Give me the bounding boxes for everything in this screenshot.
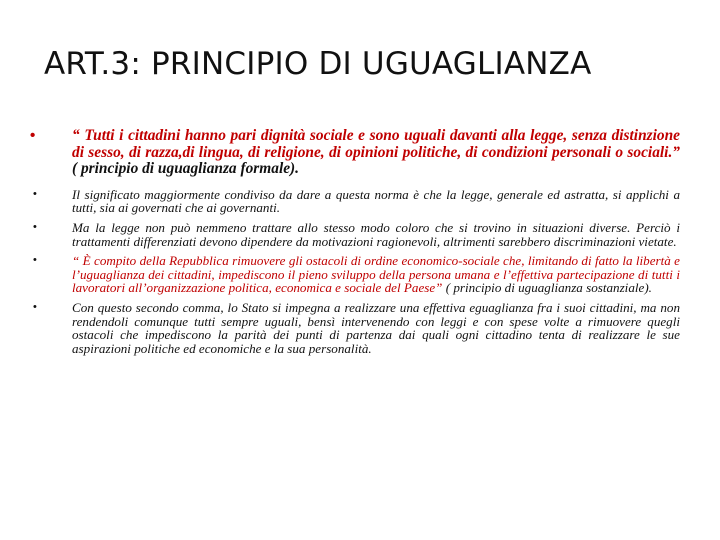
principle-note: ( principio di uguaglianza sostanziale). [442,280,652,296]
bullet-icon: • [30,127,36,144]
bullet-icon: • [33,254,37,267]
list-item [30,128,680,178]
bullet-icon: • [33,187,37,200]
constitution-quote: “ Tutti i cittadini hanno pari dignità sociale e sono uguali davanti alla legge, senza distinzione di sesso, di razza,di lingua, di religione, di opinioni politiche, di condizioni personali o sociali.” [72,127,680,161]
list-item [30,188,680,215]
slide-title: ART.3: PRINCIPIO DI UGUAGLIANZA [44,46,592,82]
list-item [30,301,680,355]
principle-note: ( principio di uguaglianza formale). [72,160,300,178]
bullet-icon: • [33,300,37,313]
paragraph-text: Ma la legge non può nemmeno trattare allo stesso modo coloro che si trovino in situazioni diverse. Perciò i trattamenti differenziati devono dipendere da motivazioni ragionevoli, altrimenti sarebbero discriminazioni vietate. [72,219,680,249]
paragraph-text: Con questo secondo comma, lo Stato si impegna a realizzare una effettiva eguaglianza fra i suoi cittadini, ma non rendendoli comunque tutti sempre uguali, bensì intervenendo con leggi e con spese volte a rimuovere quegli ostacoli che impediscono la parità dei punti di partenza dai quali ogni cittadino tenta di realizzare le sue aspirazioni politiche ed economiche e la sua personalità. [72,299,680,356]
bullet-list [30,128,680,361]
constitution-quote: “ È compito della Repubblica rimuovere gli ostacoli di ordine economico-sociale che, limitando di fatto la libertà e l’uguaglianza dei cittadini, impediscono il pieno sviluppo della persona umana e l’effettiva partecipazione di tutti i lavoratori all’organizzazione politica, economica e sociale del Paese” [72,253,680,296]
list-item [30,254,680,295]
bullet-icon: • [33,220,37,233]
list-item [30,221,680,248]
paragraph-text: Il significato maggiormente condiviso da dare a questa norma è che la legge, generale ed astratta, si applichi a tutti, sia ai governati che ai governanti. [72,186,680,216]
